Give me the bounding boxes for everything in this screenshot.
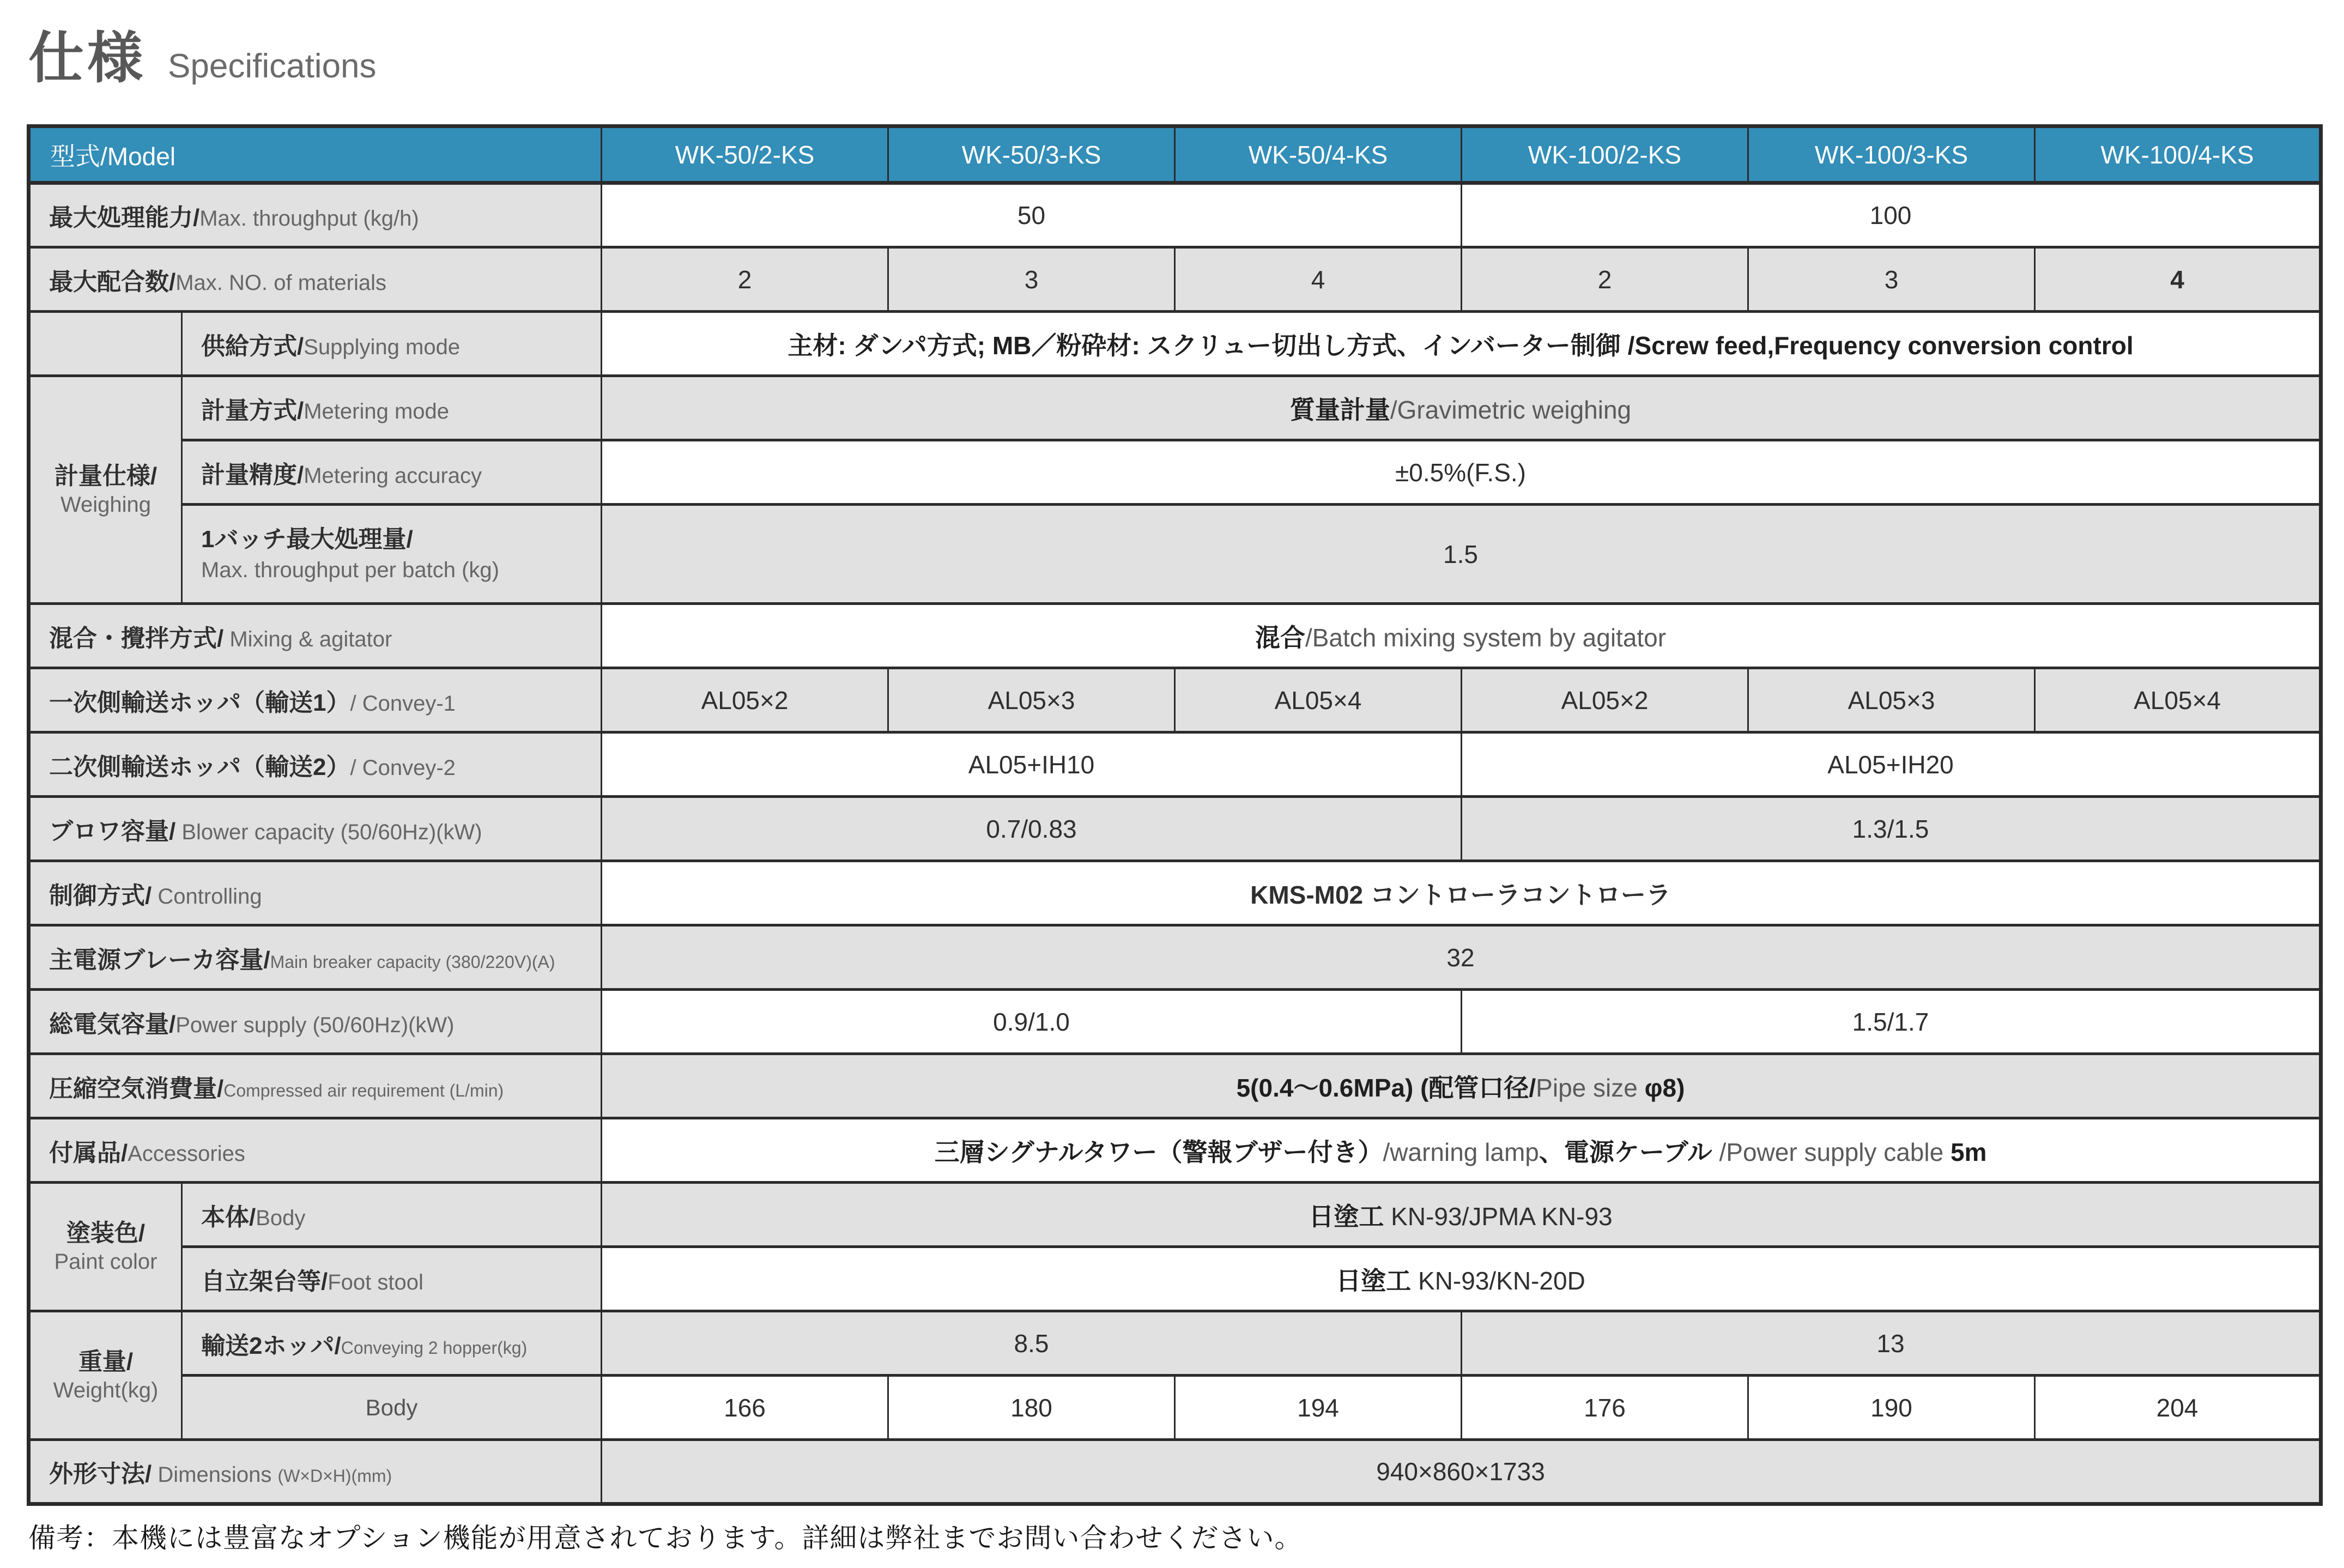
value-materials-4: 3 xyxy=(1748,247,2035,312)
group-cell-weighing xyxy=(29,376,182,604)
specifications-table xyxy=(27,124,2323,1506)
label-max-materials-jp: 最大配合数/ xyxy=(49,268,176,295)
value-blower-50: 0.7/0.83 xyxy=(602,797,1462,861)
label-main-breaker xyxy=(29,925,602,990)
group-cell-weight xyxy=(29,1311,182,1440)
label-blower-capacity-en: Blower capacity (50/60Hz)(kW) xyxy=(175,820,482,844)
row-dimensions xyxy=(29,1440,2321,1504)
label-weight-hopper-en: Conveying 2 hopper(kg) xyxy=(341,1337,528,1358)
label-controlling-jp: 制御方式/ xyxy=(49,882,152,909)
row-accessories xyxy=(29,1118,2321,1183)
label-paint-body-en: Body xyxy=(256,1206,306,1230)
value-metering-mode xyxy=(602,376,2321,440)
model-header-label: 型式/Model xyxy=(50,142,176,171)
header-row xyxy=(29,126,2321,183)
value-materials-5: 4 xyxy=(2035,247,2321,312)
label-dimensions xyxy=(29,1440,602,1504)
label-metering-accuracy-en: Metering accuracy xyxy=(304,463,482,488)
label-power-supply-en: Power supply (50/60Hz)(kW) xyxy=(175,1013,455,1037)
label-compressed-air-jp: 圧縮空気消費量/ xyxy=(49,1075,224,1102)
group-weighing-en: Weighing xyxy=(60,493,152,517)
label-convey-1-en: / Convey-1 xyxy=(350,691,456,716)
value-weight-body-4: 190 xyxy=(1748,1376,2035,1440)
label-weight-body: Body xyxy=(182,1376,602,1440)
row-paint-foot-stool xyxy=(29,1247,2321,1311)
value-dimensions: 940×860×1733 xyxy=(602,1440,2321,1504)
label-accessories-en: Accessories xyxy=(128,1141,245,1166)
row-blower-capacity xyxy=(29,797,2321,861)
label-supplying-mode-jp: 供給方式/ xyxy=(201,332,304,360)
row-convey-1 xyxy=(29,668,2321,732)
row-max-batch xyxy=(29,505,2321,604)
value-paint-foot-stool-jp: 日塗工 xyxy=(1336,1266,1419,1295)
value-convey-1-2: AL05×4 xyxy=(1175,668,1462,732)
label-max-materials-en: Max. NO. of materials xyxy=(175,270,386,295)
label-convey-2 xyxy=(29,732,602,797)
label-main-breaker-en: Main breaker capacity (380/220V)(A) xyxy=(270,952,555,972)
label-max-throughput xyxy=(29,183,602,247)
value-paint-foot-stool-code: KN-93/KN-20D xyxy=(1418,1266,1585,1295)
label-max-batch xyxy=(182,505,602,604)
value-convey-1-3: AL05×2 xyxy=(1462,668,1748,732)
header-cell-wk-100-2-ks: WK-100/2-KS xyxy=(1462,126,1748,183)
value-weight-body-2: 194 xyxy=(1175,1376,1462,1440)
value-controlling: KMS-M02 コントローラコントローラ xyxy=(602,861,2321,925)
value-metering-mode-en: /Gravimetric weighing xyxy=(1390,395,1632,424)
label-blower-capacity xyxy=(29,797,602,861)
label-power-supply xyxy=(29,990,602,1054)
value-convey-2-50: AL05+IH10 xyxy=(602,732,1462,797)
row-main-breaker xyxy=(29,925,2321,990)
value-supplying-mode xyxy=(602,312,2321,376)
value-accessories-2: /warning lamp xyxy=(1383,1137,1539,1166)
value-convey-1-4: AL05×3 xyxy=(1748,668,2035,732)
header-cell-wk-50-2-ks: WK-50/2-KS xyxy=(602,126,888,183)
row-power-supply xyxy=(29,990,2321,1054)
row-metering-accuracy xyxy=(29,440,2321,505)
label-metering-accuracy-jp: 計量精度/ xyxy=(201,461,304,488)
value-blower-100: 1.3/1.5 xyxy=(1462,797,2321,861)
group-paint-color-jp: 塗装色/ xyxy=(66,1220,146,1246)
label-max-materials xyxy=(29,247,602,312)
label-mixing-agitator xyxy=(29,604,602,668)
label-metering-mode xyxy=(182,376,602,440)
value-main-breaker: 32 xyxy=(602,925,2321,990)
label-weight-hopper-jp: 輸送2ホッパ/ xyxy=(201,1332,341,1359)
label-dimensions-en-small: (W×D×H)(mm) xyxy=(277,1466,392,1486)
label-main-breaker-jp: 主電源ブレーカ容量/ xyxy=(49,946,270,973)
label-accessories-jp: 付属品/ xyxy=(49,1139,128,1166)
row-compressed-air xyxy=(29,1054,2321,1118)
header-cell-wk-100-4-ks: WK-100/4-KS xyxy=(2035,126,2321,183)
value-convey-1-0: AL05×2 xyxy=(602,668,888,732)
value-max-batch: 1.5 xyxy=(602,505,2321,604)
value-compressed-air xyxy=(602,1054,2321,1118)
label-max-batch-en: Max. throughput per batch (kg) xyxy=(201,558,499,583)
value-accessories-1: 三層シグナルタワー（警報ブザー付き） xyxy=(934,1137,1383,1166)
row-supplying-mode xyxy=(29,312,2321,376)
group-weighing-jp: 計量仕様/ xyxy=(54,463,158,489)
row-metering-mode xyxy=(29,376,2321,440)
label-paint-foot-stool-en: Foot stool xyxy=(328,1270,423,1294)
value-weight-body-5: 204 xyxy=(2035,1376,2321,1440)
label-dimensions-en: Dimensions xyxy=(152,1463,278,1487)
page-title xyxy=(28,14,377,94)
value-accessories-4: /Power supply cable xyxy=(1719,1137,1951,1166)
header-cell-wk-100-3-ks: WK-100/3-KS xyxy=(1748,126,2035,183)
label-metering-accuracy xyxy=(182,440,602,505)
label-convey-2-jp: 二次側輸送ホッパ（輸送2） xyxy=(49,753,350,780)
value-mixing-jp: 混合 xyxy=(1255,623,1305,652)
label-metering-mode-jp: 計量方式/ xyxy=(201,397,304,424)
row-weight-hopper xyxy=(29,1311,2321,1376)
label-max-batch-jp: 1バッチ最大処理量/ xyxy=(201,525,413,553)
row-controlling xyxy=(29,861,2321,925)
value-mixing-agitator xyxy=(602,604,2321,668)
value-supplying-mode-jp: 主材: ダンパ方式; MB／粉砕材: スクリュー切出し方式、インバーター制御 xyxy=(788,331,1628,360)
label-paint-body xyxy=(182,1183,602,1247)
label-max-throughput-en: Max. throughput (kg/h) xyxy=(199,207,419,231)
row-convey-2 xyxy=(29,732,2321,797)
value-metering-mode-jp: 質量計量 xyxy=(1289,395,1390,424)
value-accessories-5: 5m xyxy=(1950,1137,1987,1166)
value-weight-hopper-100: 13 xyxy=(1462,1311,2321,1376)
label-mixing-agitator-en: Mixing & agitator xyxy=(223,627,392,651)
value-paint-foot-stool xyxy=(602,1247,2321,1311)
value-mixing-en: /Batch mixing system by agitator xyxy=(1305,623,1667,652)
label-power-supply-jp: 総電気容量/ xyxy=(49,1010,176,1038)
value-paint-body xyxy=(602,1183,2321,1247)
label-paint-foot-stool-jp: 自立架台等/ xyxy=(201,1268,328,1295)
label-weight-hopper xyxy=(182,1311,602,1376)
value-paint-body-jp: 日塗工 xyxy=(1309,1202,1391,1231)
value-convey-1-5: AL05×4 xyxy=(2035,668,2321,732)
value-compressed-air-3: φ8) xyxy=(1644,1073,1685,1102)
label-paint-body-jp: 本体/ xyxy=(201,1203,256,1231)
value-max-throughput-50: 50 xyxy=(602,183,1462,247)
label-metering-mode-en: Metering mode xyxy=(304,399,450,423)
value-weight-body-3: 176 xyxy=(1462,1376,1748,1440)
label-dimensions-jp: 外形寸法/ xyxy=(49,1461,152,1487)
value-materials-3: 2 xyxy=(1462,247,1748,312)
value-compressed-air-1: 5(0.4～0.6MPa) (配管口径/ xyxy=(1236,1073,1536,1102)
value-convey-2-100: AL05+IH20 xyxy=(1462,732,2321,797)
value-accessories xyxy=(602,1118,2321,1183)
row-paint-body xyxy=(29,1183,2321,1247)
value-compressed-air-2: Pipe size xyxy=(1536,1073,1645,1102)
label-supplying-mode-en: Supplying mode xyxy=(304,335,461,359)
value-paint-body-code: KN-93/JPMA KN-93 xyxy=(1391,1202,1613,1231)
value-weight-hopper-50: 8.5 xyxy=(602,1311,1462,1376)
value-max-throughput-100: 100 xyxy=(1462,183,2321,247)
value-supplying-mode-en: /Screw feed,Frequency conversion control xyxy=(1627,331,2134,360)
row-mixing-agitator xyxy=(29,604,2321,668)
group-weight-jp: 重量/ xyxy=(78,1348,134,1375)
value-materials-0: 2 xyxy=(602,247,888,312)
label-compressed-air xyxy=(29,1054,602,1118)
group-cell-empty xyxy=(29,312,182,376)
row-max-materials xyxy=(29,247,2321,312)
value-weight-body-0: 166 xyxy=(602,1376,888,1440)
label-blower-capacity-jp: ブロワ容量/ xyxy=(49,818,176,845)
label-controlling-en: Controlling xyxy=(152,884,262,909)
label-supplying-mode xyxy=(182,312,602,376)
label-mixing-agitator-jp: 混合・攪拌方式/ xyxy=(49,625,224,652)
label-convey-1 xyxy=(29,668,602,732)
value-accessories-3: 、電源ケーブル xyxy=(1539,1137,1719,1166)
value-materials-1: 3 xyxy=(888,247,1175,312)
value-convey-1-1: AL05×3 xyxy=(888,668,1175,732)
label-paint-foot-stool xyxy=(182,1247,602,1311)
label-max-throughput-jp: 最大処理能力/ xyxy=(49,204,200,231)
label-accessories xyxy=(29,1118,602,1183)
group-cell-paint-color xyxy=(29,1183,182,1311)
footer-note: 備考：本機には豊富なオプション機能が用意されております。詳細は弊社までお問い合わせください。 xyxy=(28,1523,1303,1553)
header-cell-wk-50-4-ks: WK-50/4-KS xyxy=(1175,126,1462,183)
page-title-jp: 仕様 xyxy=(28,27,146,89)
group-paint-color-en: Paint color xyxy=(54,1250,158,1274)
value-materials-2: 4 xyxy=(1175,247,1462,312)
row-weight-body xyxy=(29,1376,2321,1440)
label-convey-2-en: / Convey-2 xyxy=(350,755,456,780)
label-controlling xyxy=(29,861,602,925)
row-max-throughput xyxy=(29,183,2321,247)
label-compressed-air-en: Compressed air requirement (L/min) xyxy=(223,1080,504,1100)
value-weight-body-1: 180 xyxy=(888,1376,1175,1440)
value-power-supply-50: 0.9/1.0 xyxy=(602,990,1462,1054)
group-weight-en: Weight(kg) xyxy=(53,1378,159,1402)
value-metering-accuracy: ±0.5%(F.S.) xyxy=(602,440,2321,505)
header-cell-model xyxy=(29,126,602,183)
header-cell-wk-50-3-ks: WK-50/3-KS xyxy=(888,126,1175,183)
label-convey-1-jp: 一次側輸送ホッパ（輸送1） xyxy=(49,689,350,716)
page-title-en: Specifications xyxy=(168,47,377,85)
value-power-supply-100: 1.5/1.7 xyxy=(1462,990,2321,1054)
